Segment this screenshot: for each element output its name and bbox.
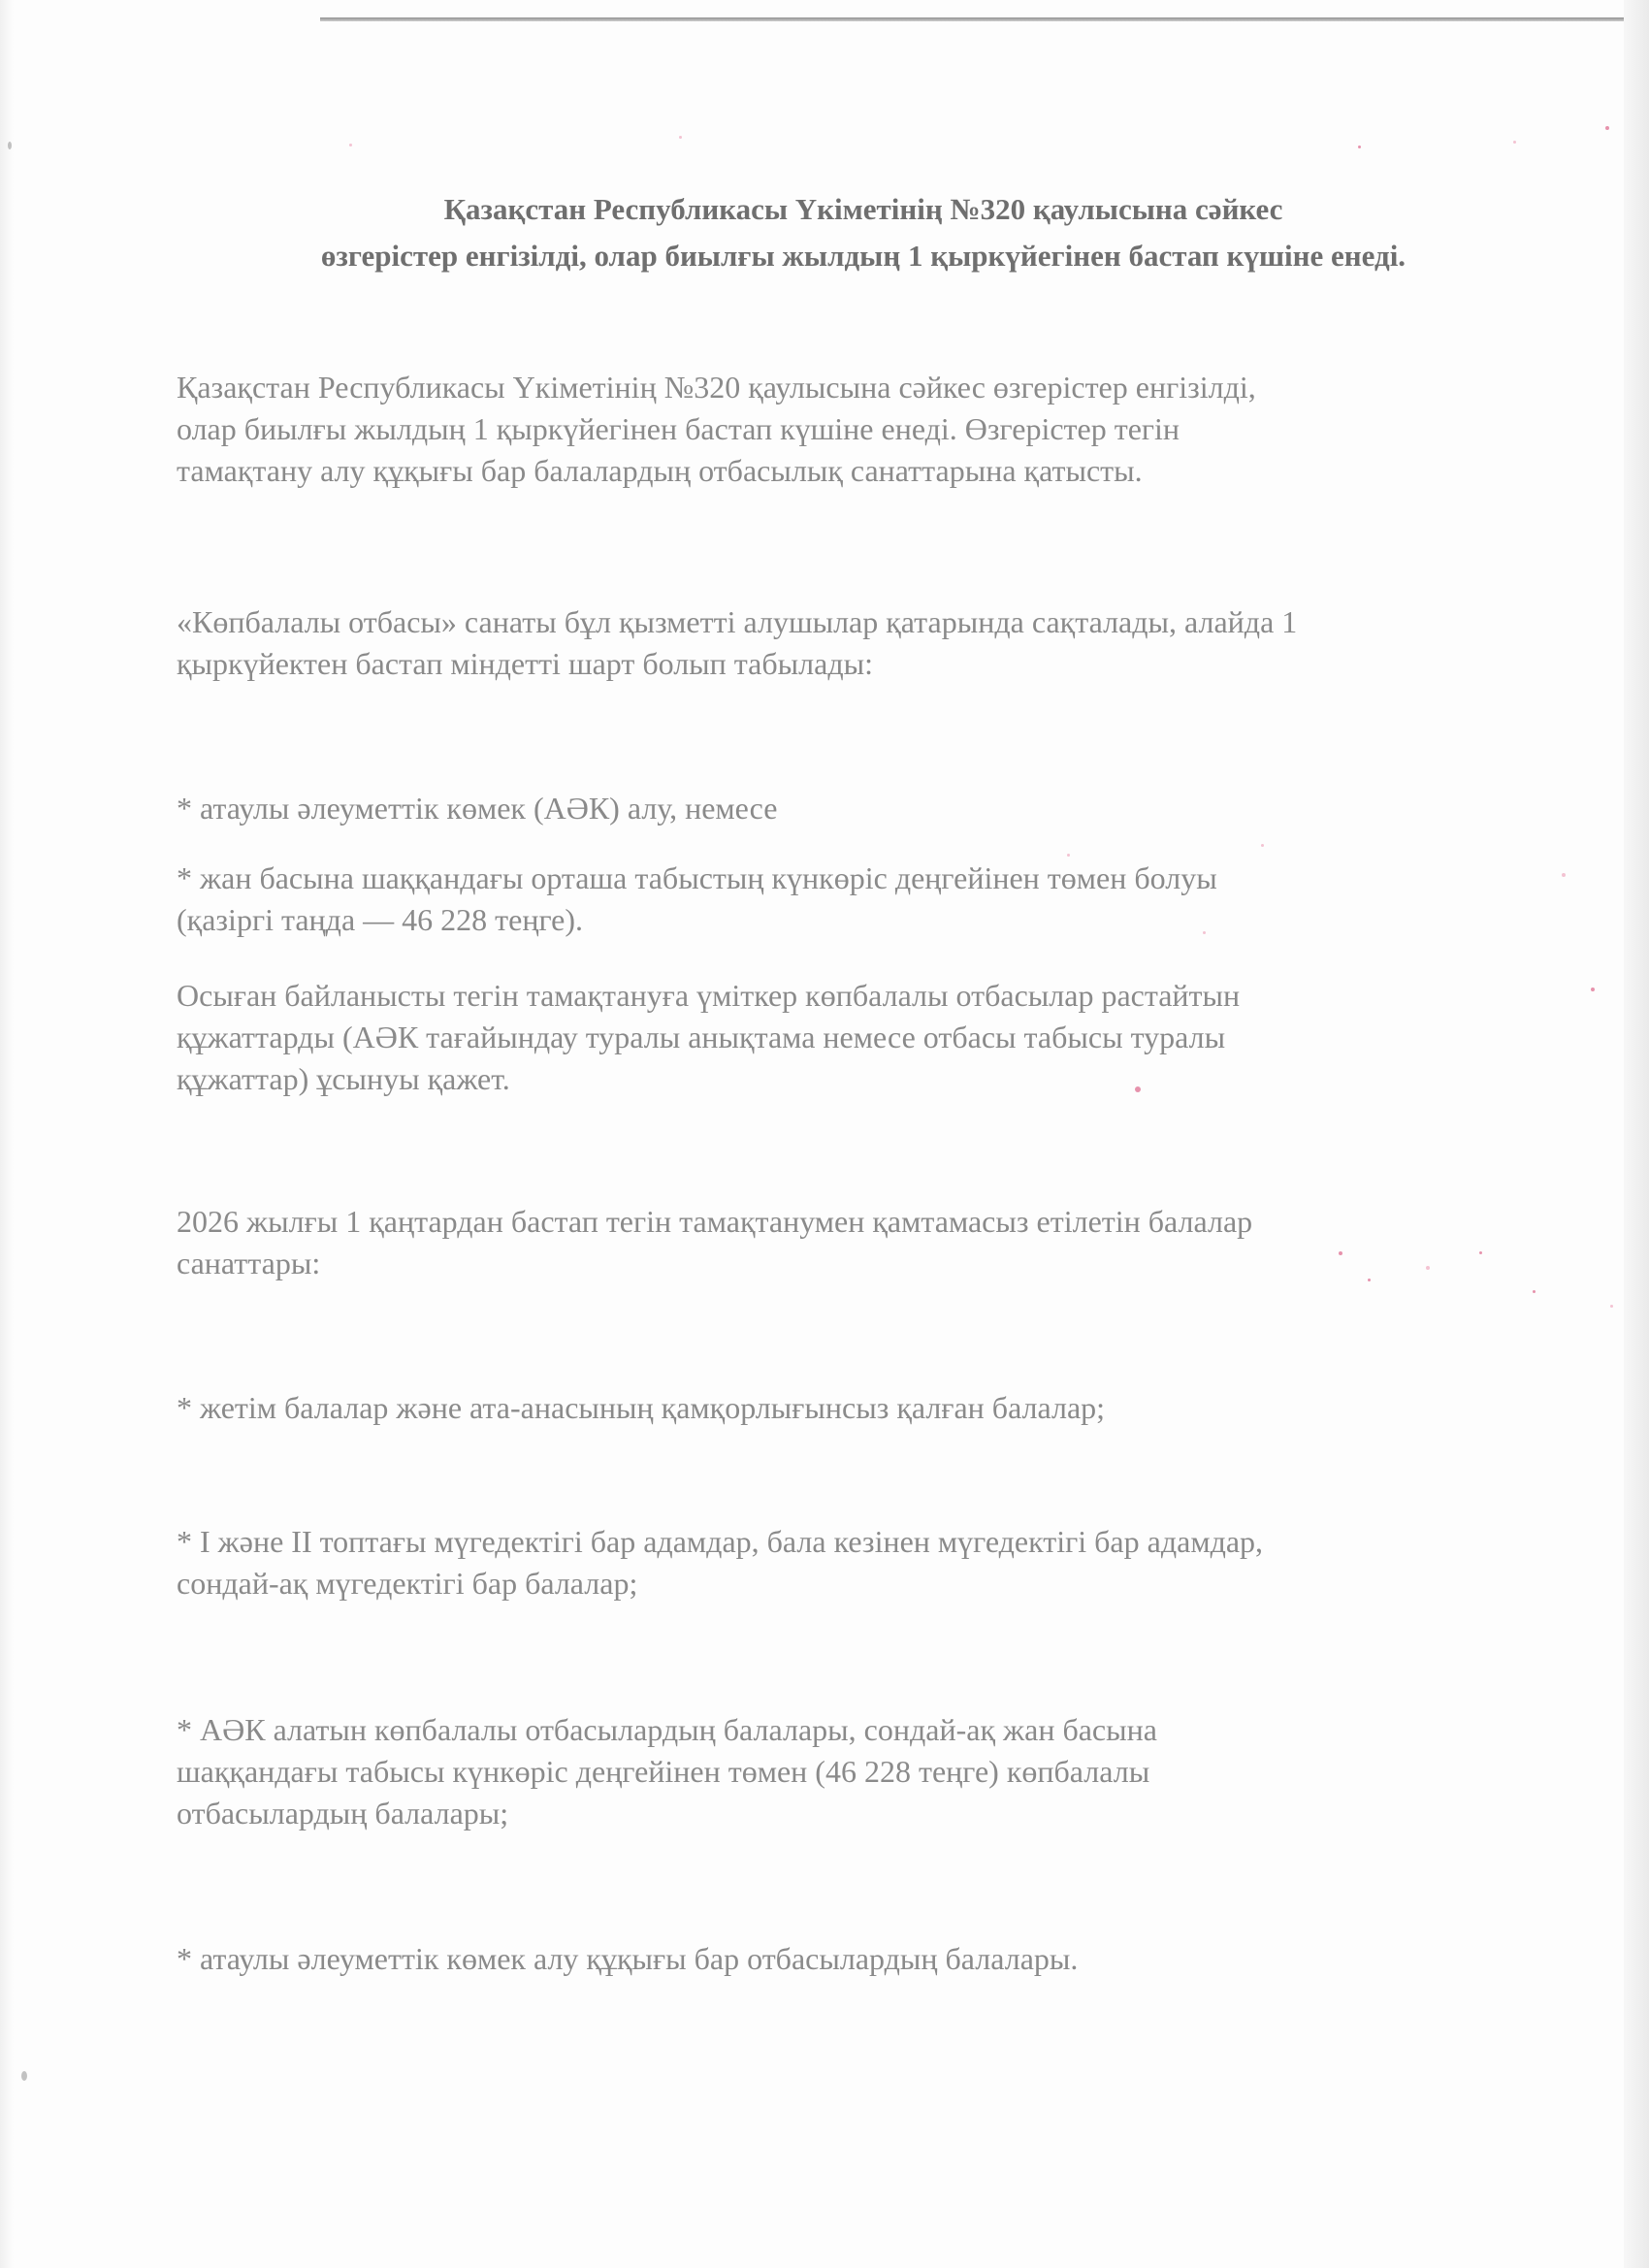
text-line: (қазіргі таңда — 46 228 теңге). bbox=[177, 902, 584, 937]
text-line: * атаулы әлеуметтік көмек (АӘК) алу, немесе bbox=[177, 791, 778, 826]
intro-paragraph bbox=[177, 367, 1535, 492]
text-line: отбасылардың балалары; bbox=[177, 1796, 509, 1831]
condition-bullet bbox=[177, 788, 1535, 829]
text-line: тамақтану алу құқығы бар балалардың отбасылық санаттарына қатысты. bbox=[177, 453, 1143, 488]
text-line: 2026 жылғы 1 қаңтардан бастап тегін тамақтанумен қамтамасыз етілетін балалар bbox=[177, 1204, 1253, 1239]
condition-bullet bbox=[177, 858, 1535, 941]
large-family-paragraph bbox=[177, 601, 1535, 685]
text-line: санаттары: bbox=[177, 1246, 321, 1280]
scan-top-edge bbox=[320, 17, 1649, 21]
text-line: Қазақстан Республикасы Үкіметінің №320 қаулысына сәйкес өзгерістер енгізілді, bbox=[177, 370, 1256, 405]
category-bullet bbox=[177, 1938, 1535, 1980]
category-bullet bbox=[177, 1387, 1535, 1429]
categories-heading-paragraph bbox=[177, 1201, 1535, 1284]
text-line: сондай-ақ мүгедектігі бар балалар; bbox=[177, 1566, 638, 1601]
text-line: олар биылғы жылдың 1 қыркүйегінен бастап күшіне енеді. Өзгерістер тегін bbox=[177, 411, 1180, 446]
text-line: * жан басына шаққандағы орташа табыстың күнкөріс деңгейінен төмен болуы bbox=[177, 860, 1217, 895]
documents-paragraph bbox=[177, 975, 1535, 1100]
text-line: құжаттарды (АӘК тағайындау туралы анықтама немесе отбасы табысы туралы bbox=[177, 1020, 1226, 1054]
text-line: Осыған байланысты тегін тамақтануға үміткер көпбалалы отбасылар растайтын bbox=[177, 978, 1241, 1013]
category-bullet bbox=[177, 1709, 1535, 1834]
text-line: шаққандағы табысы күнкөріс деңгейінен төмен (46 228 теңге) көпбалалы bbox=[177, 1754, 1150, 1789]
title-line: өзгерістер енгізілді, олар биылғы жылдың 1 қыркүйегінен бастап күшіне енеді. bbox=[320, 239, 1406, 273]
title-line: Қазақстан Республикасы Үкіметінің №320 қаулысына сәйкес bbox=[443, 192, 1283, 226]
text-line: * жетім балалар және ата-анасының қамқорлығынсыз қалған балалар; bbox=[177, 1390, 1106, 1425]
text-line: * атаулы әлеуметтік көмек алу құқығы бар отбасылардың балалары. bbox=[177, 1941, 1079, 1976]
text-line: «Көпбалалы отбасы» санаты бұл қызметті алушылар қатарында сақталады, алайда 1 bbox=[177, 604, 1298, 639]
scan-right-edge bbox=[1624, 0, 1649, 2268]
text-line: * I және II топтағы мүгедектігі бар адамдар, бала кезінен мүгедектігі бар адамдар, bbox=[177, 1524, 1264, 1559]
text-line: қыркүйектен бастап міндетті шарт болып табылады: bbox=[177, 646, 873, 681]
text-line: құжаттар) ұсынуы қажет. bbox=[177, 1061, 510, 1096]
document-title bbox=[136, 186, 1591, 279]
scan-left-shadow bbox=[0, 0, 14, 2268]
category-bullet bbox=[177, 1521, 1535, 1604]
text-line: * АӘК алатын көпбалалы отбасылардың балалары, сондай-ақ жан басына bbox=[177, 1712, 1157, 1747]
